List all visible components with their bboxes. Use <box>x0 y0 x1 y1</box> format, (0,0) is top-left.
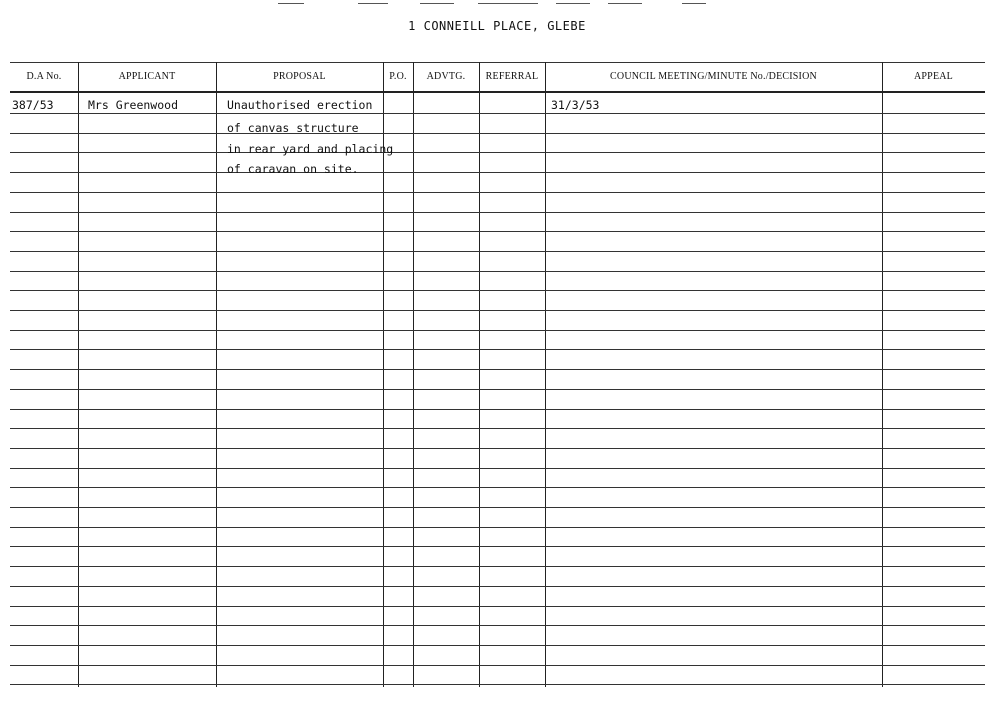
ruled-line <box>10 330 985 331</box>
ruled-line <box>10 645 985 646</box>
column-divider <box>479 62 480 687</box>
ruled-line <box>10 152 985 153</box>
ruled-line <box>10 409 985 410</box>
ruled-line <box>10 212 985 213</box>
ruled-line <box>10 290 985 291</box>
header-appeal: APPEAL <box>914 71 953 82</box>
column-divider <box>78 62 79 687</box>
header-advtg: ADVTG. <box>426 71 466 82</box>
header-top-rule <box>10 62 985 63</box>
scan-marks <box>0 0 1000 8</box>
header-da-no: D.A No. <box>26 71 62 82</box>
header-referral: REFERRAL <box>485 71 539 82</box>
ruled-line <box>10 271 985 272</box>
ruled-line <box>10 389 985 390</box>
ruled-line <box>10 487 985 488</box>
ruled-line <box>10 251 985 252</box>
ruled-line <box>10 606 985 607</box>
column-divider <box>413 62 414 687</box>
header-bottom-rule <box>10 91 985 93</box>
ruled-line <box>10 448 985 449</box>
header-applicant: APPLICANT <box>118 71 176 82</box>
entry-decision: 31/3/53 <box>551 98 600 112</box>
column-divider <box>882 62 883 687</box>
ruled-line <box>10 684 985 685</box>
ruled-line <box>10 428 985 429</box>
column-divider <box>216 62 217 687</box>
entry-proposal-line: in rear yard and placing <box>227 142 394 156</box>
header-proposal: PROPOSAL <box>273 71 326 82</box>
ruled-line <box>10 586 985 587</box>
entry-proposal-line: of canvas structure <box>227 121 359 135</box>
ruled-line <box>10 113 985 114</box>
ruled-line <box>10 310 985 311</box>
ruled-line <box>10 546 985 547</box>
ruled-line <box>10 133 985 134</box>
header-council-decision: COUNCIL MEETING/MINUTE No./DECISION <box>610 71 817 82</box>
ruled-line <box>10 566 985 567</box>
header-po: P.O. <box>389 71 407 82</box>
ruled-line <box>10 172 985 173</box>
ruled-line <box>10 231 985 232</box>
ruled-line <box>10 665 985 666</box>
entry-proposal-line: of caravan on site. <box>227 162 359 176</box>
ruled-line <box>10 192 985 193</box>
entry-da-no: 387/53 <box>12 98 54 112</box>
ruled-line <box>10 527 985 528</box>
property-title: 1 CONNEILL PLACE, GLEBE <box>408 19 586 33</box>
ruled-line <box>10 468 985 469</box>
entry-proposal-line: Unauthorised erection <box>227 98 373 112</box>
ruled-line <box>10 507 985 508</box>
column-divider <box>545 62 546 687</box>
ruled-line <box>10 349 985 350</box>
ruled-line <box>10 625 985 626</box>
entry-applicant: Mrs Greenwood <box>88 98 179 112</box>
ruled-line <box>10 369 985 370</box>
